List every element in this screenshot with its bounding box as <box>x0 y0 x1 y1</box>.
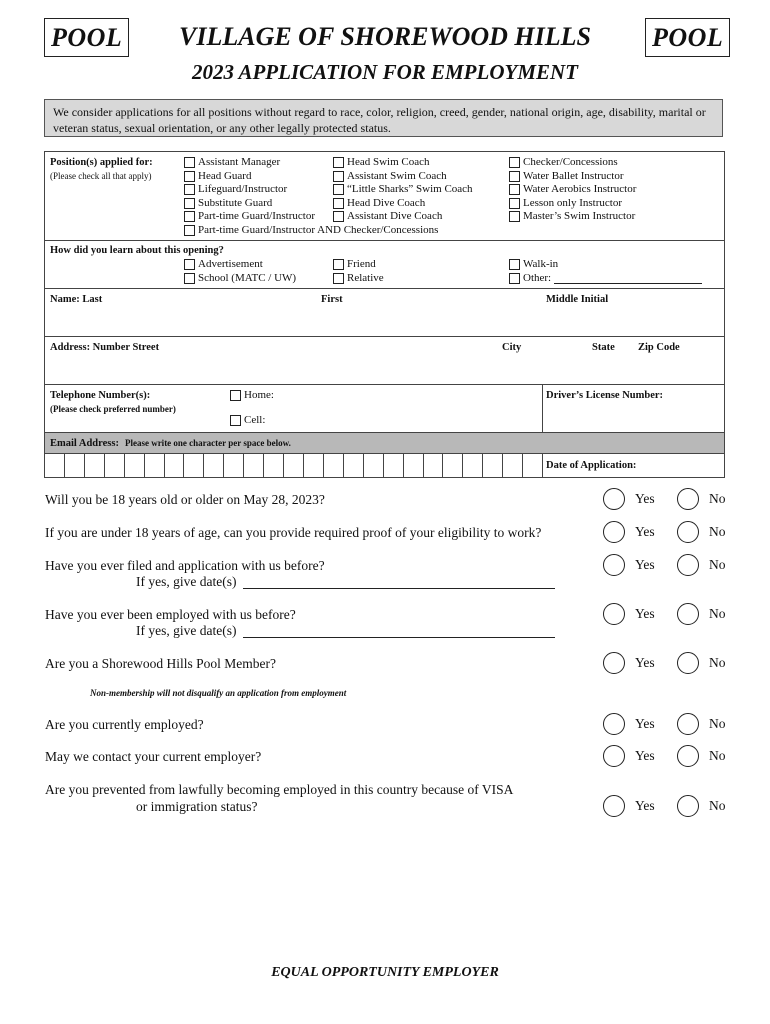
question-5: Are you a Shorewood Hills Pool Member? <box>45 656 276 671</box>
option-label: Assistant Swim Coach <box>347 169 447 182</box>
source-option[interactable] <box>184 258 296 272</box>
checkbox[interactable] <box>509 157 520 168</box>
checkbox[interactable] <box>333 171 344 182</box>
question-2: If you are under 18 years of age, can you provide required proof of your eligibility to work? <box>45 525 542 540</box>
q6-no[interactable] <box>677 713 726 735</box>
checkbox[interactable] <box>333 184 344 195</box>
radio-button[interactable] <box>603 521 625 543</box>
no-label: No <box>709 491 726 506</box>
checkbox[interactable] <box>509 171 520 182</box>
question-4-date-line[interactable] <box>243 637 555 638</box>
home-phone-option[interactable] <box>230 389 274 403</box>
email-char-box[interactable] <box>384 454 404 477</box>
option-label: Friend <box>347 258 376 270</box>
option-label: Assistant Manager <box>198 156 281 168</box>
phone-label: Telephone Number(s): <box>50 390 151 401</box>
option-label: Relative <box>347 271 384 284</box>
position-option[interactable] <box>509 156 636 170</box>
q7-no[interactable] <box>677 745 726 767</box>
cell-phone-option[interactable] <box>230 414 265 428</box>
email-char-box[interactable] <box>364 454 384 477</box>
other-line[interactable] <box>554 283 702 284</box>
radio-button[interactable] <box>603 795 625 817</box>
pool-badge-left: POOL <box>44 18 129 57</box>
source-col-3 <box>509 258 702 285</box>
option-label: Head Swim Coach <box>347 156 430 168</box>
question-6: Are you currently employed? <box>45 717 204 732</box>
q3-yes[interactable] <box>603 554 655 576</box>
position-option[interactable] <box>333 210 473 224</box>
license-label: Driver’s License Number: <box>546 390 664 401</box>
checkbox[interactable] <box>184 157 195 168</box>
option-label: Part-time Guard/Instructor <box>198 210 315 222</box>
checkbox[interactable] <box>184 184 195 195</box>
option-label: Home: <box>244 389 274 401</box>
source-option[interactable] <box>333 272 384 286</box>
yes-label: Yes <box>635 798 655 813</box>
no-label: No <box>709 798 726 813</box>
checkbox[interactable] <box>509 211 520 222</box>
date-of-application-label: Date of Application: <box>546 460 637 471</box>
pool-badge-right: POOL <box>645 18 730 57</box>
address-state-label: State <box>592 342 615 353</box>
question-3-date-line[interactable] <box>243 588 555 589</box>
q8-no[interactable] <box>677 795 726 817</box>
name-field[interactable] <box>44 288 725 337</box>
email-char-box[interactable] <box>404 454 424 477</box>
q5-no[interactable] <box>677 652 726 674</box>
q7-yes[interactable] <box>603 745 655 767</box>
email-char-box[interactable] <box>523 454 542 477</box>
option-label: Part-time Guard/Instructor AND Checker/Concessions <box>198 223 439 236</box>
phone-hint: (Please check preferred number) <box>50 404 176 414</box>
option-label: School (MATC / UW) <box>198 271 297 284</box>
position-option[interactable] <box>509 197 636 211</box>
no-label: No <box>709 716 726 731</box>
q1-no[interactable] <box>677 488 726 510</box>
position-option[interactable] <box>509 170 636 184</box>
radio-button[interactable] <box>677 488 699 510</box>
radio-button[interactable] <box>677 554 699 576</box>
checkbox[interactable] <box>333 259 344 270</box>
position-option[interactable] <box>509 210 636 224</box>
email-char-box[interactable] <box>424 454 444 477</box>
no-label: No <box>709 748 726 763</box>
name-last-label: Name: Last <box>50 294 103 305</box>
q3-no[interactable] <box>677 554 726 576</box>
email-char-box[interactable] <box>264 454 284 477</box>
yes-label: Yes <box>635 748 655 763</box>
checkbox[interactable] <box>184 211 195 222</box>
position-option[interactable] <box>333 197 473 211</box>
yes-label: Yes <box>635 491 655 506</box>
option-label: Head Guard <box>198 169 252 182</box>
email-char-box[interactable] <box>324 454 344 477</box>
option-label: Walk-in <box>523 258 559 270</box>
email-char-box[interactable] <box>184 454 204 477</box>
membership-note: Non-membership will not disqualify an application from employment <box>90 688 347 698</box>
radio-button[interactable] <box>677 745 699 767</box>
checkbox[interactable] <box>333 273 344 284</box>
checkbox[interactable] <box>509 184 520 195</box>
source-col-2 <box>333 258 384 285</box>
radio-button[interactable] <box>603 488 625 510</box>
radio-button[interactable] <box>677 713 699 735</box>
equal-opportunity-notice: We consider applications for all positions without regard to race, color, religion, creed, gender, national origin, age, disability, marital or veteran status, sexual orientation, or any other legally protected status. <box>44 99 723 137</box>
email-hint: Please write one character per space below. <box>124 438 291 448</box>
option-label: Head Dive Coach <box>347 196 426 209</box>
email-char-box[interactable] <box>105 454 125 477</box>
email-char-box[interactable] <box>284 454 304 477</box>
email-char-box[interactable] <box>125 454 145 477</box>
q1-yes[interactable] <box>603 488 655 510</box>
checkbox[interactable] <box>333 211 344 222</box>
q2-yes[interactable] <box>603 521 655 543</box>
question-4-sub: If yes, give date(s) <box>136 623 237 638</box>
question-1: Will you be 18 years old or older on May 28, 2023? <box>45 492 325 507</box>
radio-button[interactable] <box>603 554 625 576</box>
email-char-box[interactable] <box>204 454 224 477</box>
email-char-box[interactable] <box>463 454 483 477</box>
email-char-box[interactable] <box>85 454 105 477</box>
positions-hint: (Please check all that apply) <box>50 171 152 181</box>
position-option[interactable] <box>509 183 636 197</box>
option-label: Master’s Swim Instructor <box>523 210 636 222</box>
email-char-box[interactable] <box>344 454 364 477</box>
email-character-boxes[interactable] <box>44 453 543 478</box>
yes-label: Yes <box>635 655 655 670</box>
radio-button[interactable] <box>603 652 625 674</box>
q4-no[interactable] <box>677 603 726 625</box>
question-8: Are you prevented from lawfully becoming employed in this country because of VISA <box>45 782 514 797</box>
option-label: Lesson only Instructor <box>523 196 622 209</box>
no-label: No <box>709 655 726 670</box>
email-char-box[interactable] <box>65 454 85 477</box>
email-label <box>50 438 291 449</box>
checkbox[interactable] <box>230 390 241 401</box>
email-char-box[interactable] <box>503 454 523 477</box>
option-label: Water Aerobics Instructor <box>523 183 637 195</box>
question-7: May we contact your current employer? <box>45 749 262 764</box>
email-char-box[interactable] <box>244 454 264 477</box>
q4-yes[interactable] <box>603 603 655 625</box>
email-char-box[interactable] <box>224 454 244 477</box>
checkbox[interactable] <box>184 225 195 236</box>
checkbox[interactable] <box>184 198 195 209</box>
positions-col-3 <box>509 156 636 224</box>
q6-yes[interactable] <box>603 713 655 735</box>
no-label: No <box>709 606 726 621</box>
checkbox[interactable] <box>184 273 195 284</box>
source-option[interactable] <box>509 272 702 286</box>
yes-label: Yes <box>635 524 655 539</box>
email-char-box[interactable] <box>45 454 65 477</box>
position-option[interactable] <box>333 170 473 184</box>
radio-button[interactable] <box>603 745 625 767</box>
source-col-1 <box>184 258 296 285</box>
checkbox[interactable] <box>509 273 520 284</box>
yes-label: Yes <box>635 606 655 621</box>
radio-button[interactable] <box>603 713 625 735</box>
page-subtitle: 2023 APPLICATION FOR EMPLOYMENT <box>192 60 578 84</box>
address-city-label: City <box>502 342 522 353</box>
option-label: Cell: <box>244 414 266 426</box>
name-first-label: First <box>321 294 343 305</box>
question-3-sub: If yes, give date(s) <box>136 574 237 589</box>
checkbox[interactable] <box>333 157 344 168</box>
checkbox[interactable] <box>509 259 520 270</box>
email-char-box[interactable] <box>483 454 503 477</box>
source-label: How did you learn about this opening? <box>50 245 224 256</box>
source-option[interactable] <box>509 258 702 272</box>
option-label: Advertisement <box>198 258 263 270</box>
source-option[interactable] <box>333 258 384 272</box>
source-option[interactable] <box>184 272 296 286</box>
option-label: Lifeguard/Instructor <box>198 183 288 195</box>
option-label: “Little Sharks” Swim Coach <box>347 183 473 195</box>
no-label: No <box>709 524 726 539</box>
question-3: Have you ever filed and application with us before? <box>45 558 325 573</box>
q2-no[interactable] <box>677 521 726 543</box>
radio-button[interactable] <box>677 521 699 543</box>
email-char-box[interactable] <box>304 454 324 477</box>
option-label: Water Ballet Instructor <box>523 169 624 182</box>
address-zip-label: Zip Code <box>638 342 680 353</box>
option-label: Other: <box>523 271 552 284</box>
option-label: Substitute Guard <box>198 196 273 209</box>
page-title: VILLAGE OF SHOREWOOD HILLS <box>179 22 591 51</box>
positions-label: Position(s) applied for: <box>50 157 153 168</box>
question-8-line-2: or immigration status? <box>136 799 258 814</box>
yes-label: Yes <box>635 557 655 572</box>
radio-button[interactable] <box>603 603 625 625</box>
checkbox[interactable] <box>184 259 195 270</box>
name-middle-label: Middle Initial <box>546 294 609 305</box>
option-label: Assistant Dive Coach <box>347 210 443 222</box>
positions-col-2 <box>333 156 473 224</box>
yes-label: Yes <box>635 716 655 731</box>
checkbox[interactable] <box>509 198 520 209</box>
option-label: Checker/Concessions <box>523 156 618 168</box>
question-4: Have you ever been employed with us before? <box>45 607 296 622</box>
checkbox[interactable] <box>333 198 344 209</box>
radio-button[interactable] <box>677 795 699 817</box>
email-label-text: Email Address: <box>50 438 119 449</box>
no-label: No <box>709 557 726 572</box>
position-option[interactable] <box>333 183 473 197</box>
radio-button[interactable] <box>677 652 699 674</box>
email-char-box[interactable] <box>443 454 463 477</box>
position-option[interactable] <box>184 224 438 238</box>
email-char-box[interactable] <box>165 454 185 477</box>
address-street-label: Address: Number Street <box>50 342 160 353</box>
q5-yes[interactable] <box>603 652 655 674</box>
position-option[interactable] <box>333 156 473 170</box>
checkbox[interactable] <box>230 415 241 426</box>
q8-yes[interactable] <box>603 795 655 817</box>
radio-button[interactable] <box>677 603 699 625</box>
checkbox[interactable] <box>184 171 195 182</box>
email-char-box[interactable] <box>145 454 165 477</box>
footer-statement: EQUAL OPPORTUNITY EMPLOYER <box>271 965 499 980</box>
